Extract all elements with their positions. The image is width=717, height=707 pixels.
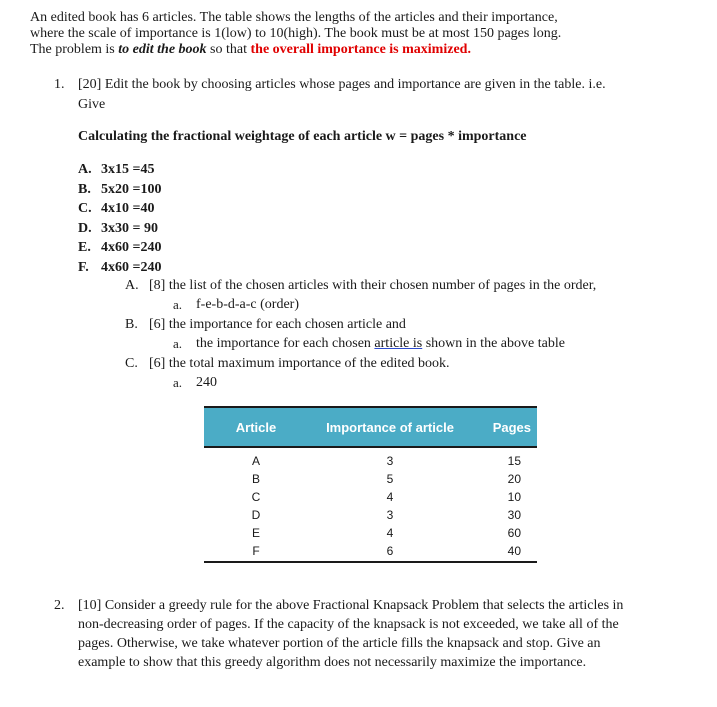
cell-article: B: [251, 472, 260, 486]
question-1-text-cont: Give: [78, 97, 106, 112]
cell-article: D: [251, 508, 261, 522]
cell-pages: 10: [507, 490, 521, 504]
articles-table: [204, 406, 537, 563]
table-row: [204, 524, 537, 542]
weightage-item-value: 5x20 =100: [101, 181, 162, 197]
weightage-item-label: B.: [78, 181, 91, 197]
question-2-number: 2.: [54, 598, 65, 613]
question-2-line-3: pages. Otherwise, we take whatever portion of the article fills the knapsack and stop. Give an: [78, 636, 601, 651]
table-row: [204, 542, 537, 562]
question-1-number: 1.: [54, 77, 65, 92]
sub-a-answer-label: a.: [173, 297, 183, 312]
weightage-item-label: C.: [78, 201, 92, 216]
weightage-item-value: 4x60 =240: [101, 240, 162, 255]
question-2-line-2: non-decreasing order of pages. If the capacity of the knapsack is not exceeded, we take all of the: [78, 617, 619, 632]
table-row: [204, 447, 537, 470]
cell-pages: 40: [472, 542, 537, 562]
sub-a-label: A.: [125, 278, 139, 293]
weightage-item-value: 3x15 =45: [101, 162, 155, 177]
table-body: [204, 447, 537, 562]
cell-article: C: [251, 490, 261, 504]
weightage-item-value: 3x30 = 90: [101, 220, 158, 236]
weightage-item-value: 4x10 =40: [101, 201, 155, 216]
sub-c-answer-label: a.: [173, 375, 183, 390]
weightage-item-label: F.: [78, 259, 89, 275]
header-importance: Importance of article: [308, 407, 472, 447]
cell-importance: 3: [386, 508, 394, 522]
sub-b-label: B.: [125, 317, 138, 332]
cell-importance: 5: [386, 472, 394, 486]
cell-importance: 6: [308, 542, 472, 562]
cell-pages: 20: [507, 472, 521, 486]
sub-b-answer-text: the importance for each chosen: [196, 336, 375, 351]
sub-a-answer: f-e-b-d-a-c (order): [196, 297, 299, 312]
header-pages: Pages: [472, 407, 537, 447]
table-header-row: [204, 407, 537, 447]
intro-text: so that: [206, 42, 251, 57]
sub-c-answer: 240: [196, 375, 217, 390]
table-row: [204, 470, 537, 488]
sub-c-text: [6] the total maximum importance of the edited book.: [149, 356, 450, 371]
table-row: [204, 506, 537, 524]
intro-emphasis: to edit the book: [118, 42, 207, 57]
sub-b-answer-text-end: shown in the above table: [422, 336, 565, 351]
cell-pages: 15: [507, 454, 521, 468]
sub-a-text: [8] the list of the chosen articles with their chosen number of pages in the order,: [149, 278, 597, 293]
weightage-item-label: A.: [78, 162, 92, 177]
intro-line-2: where the scale of importance is 1(low) to 10(high). The book must be at most 150 pages long.: [30, 26, 562, 41]
cell-article: E: [251, 526, 260, 540]
cell-article: F: [204, 542, 308, 562]
cell-pages: 60: [507, 526, 521, 540]
cell-importance: 4: [386, 490, 394, 504]
intro-line-3: [30, 42, 471, 58]
question-1-text: [20] Edit the book by choosing articles whose pages and importance are given in the table. i.e.: [78, 77, 606, 92]
intro-text: The problem is: [30, 42, 119, 57]
cell-pages: 30: [507, 508, 521, 522]
sub-b-answer-label: a.: [173, 336, 183, 351]
weightage-heading: Calculating the fractional weightage of each article w = pages * importance: [78, 129, 527, 144]
sub-c-label: C.: [125, 356, 138, 371]
header-article: Article: [204, 407, 308, 447]
weightage-item-value: 4x60 =240: [101, 259, 162, 275]
sub-b-text: [6] the importance for each chosen article and: [149, 317, 406, 332]
sub-b-answer: [196, 336, 565, 352]
question-2-line-4: example to show that this greedy algorithm does not necessarily maximize the importance.: [78, 655, 587, 670]
cell-importance: 3: [386, 454, 394, 468]
intro-line-1: An edited book has 6 articles. The table shows the lengths of the articles and their importance,: [30, 10, 558, 25]
question-2-line-1: [10] Consider a greedy rule for the above Fractional Knapsack Problem that selects the articles in: [78, 598, 624, 613]
intro-highlight: the overall importance is maximized.: [250, 42, 471, 57]
table-row: [204, 488, 537, 506]
cell-importance: 4: [386, 526, 394, 540]
weightage-item-label: E.: [78, 240, 91, 255]
cell-article: A: [251, 454, 260, 468]
sub-b-answer-underlined: article is: [374, 336, 423, 351]
weightage-item-label: D.: [78, 220, 92, 236]
